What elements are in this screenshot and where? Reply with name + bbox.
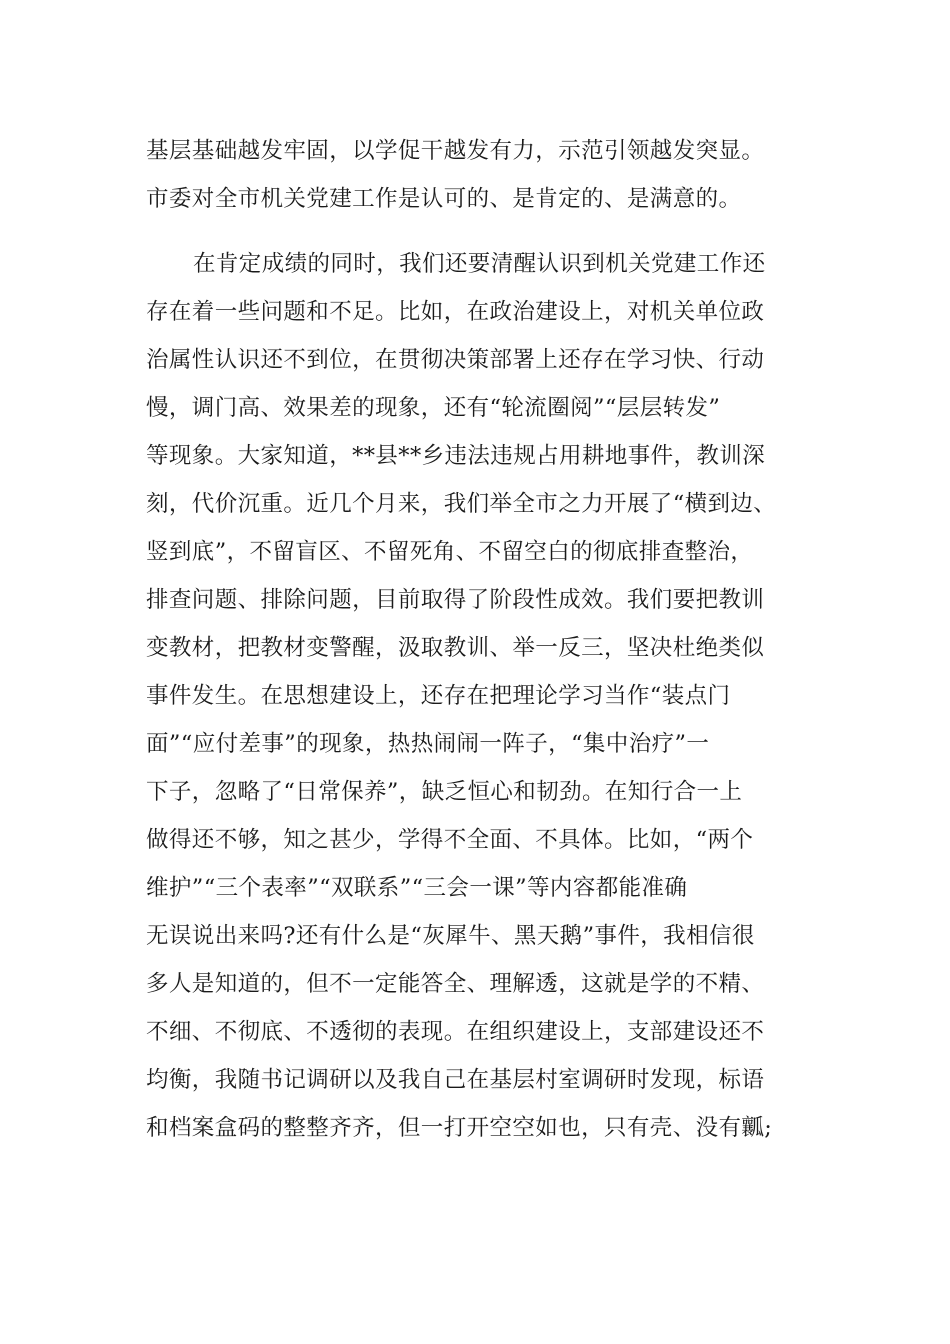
text-line-8: 刻，代价沉重。近几个月来，我们举全市之力开展了“横到边、 bbox=[146, 491, 777, 517]
text-line-7: 等现象。大家知道，**县**乡违法违规占用耕地事件，教训深 bbox=[146, 443, 766, 469]
text-line-13: 面”“应付差事”的现象，热热闹闹一阵子，“集中治疗”一 bbox=[146, 731, 710, 757]
text-line-21: 和档案盒码的整整齐齐，但一打开空空如也，只有壳、没有瓤; bbox=[146, 1115, 773, 1141]
text-line-20: 均衡，我随书记调研以及我自己在基层村室调研时发现，标语 bbox=[146, 1067, 765, 1093]
text-line-18: 多人是知道的，但不一定能答全、理解透，这就是学的不精、 bbox=[146, 971, 765, 997]
text-line-15: 做得还不够，知之甚少，学得不全面、不具体。比如，“两个 bbox=[146, 827, 754, 853]
text-line-12: 事件发生。在思想建设上，还存在把理论学习当作“装点门 bbox=[146, 683, 731, 709]
text-line-1: 基层基础越发牢固，以学促干越发有力，示范引领越发突显。 bbox=[146, 138, 765, 164]
text-line-9: 竖到底”，不留盲区、不留死角、不留空白的彻底排查整治， bbox=[146, 539, 754, 565]
text-line-17: 无误说出来吗?还有什么是“灰犀牛、黑天鹅”事件，我相信很 bbox=[146, 923, 755, 949]
text-line-10: 排查问题、排除问题，目前取得了阶段性成效。我们要把教训 bbox=[146, 587, 765, 613]
text-line-19: 不细、不彻底、不透彻的表现。在组织建设上，支部建设还不 bbox=[146, 1019, 765, 1045]
text-line-14: 下子，忽略了“日常保养”，缺乏恒心和韧劲。在知行合一上 bbox=[146, 779, 743, 805]
text-line-11: 变教材，把教材变警醒，汲取教训、举一反三，坚决杜绝类似 bbox=[146, 635, 765, 661]
text-line-4: 存在着一些问题和不足。比如，在政治建设上，对机关单位政 bbox=[146, 299, 765, 325]
text-line-5: 治属性认识还不到位，在贯彻决策部署上还存在学习快、行动 bbox=[146, 347, 765, 373]
text-line-16: 维护”“三个表率”“双联系”“三会一课”等内容都能准确 bbox=[146, 875, 688, 901]
text-line-6: 慢，调门高、效果差的现象，还有“轮流圈阅”“层层转发” bbox=[146, 395, 721, 421]
text-line-2: 市委对全市机关党建工作是认可的、是肯定的、是满意的。 bbox=[146, 186, 742, 212]
paragraph-first-line: 在肯定成绩的同时，我们还要清醒认识到机关党建工作还 bbox=[193, 251, 766, 277]
